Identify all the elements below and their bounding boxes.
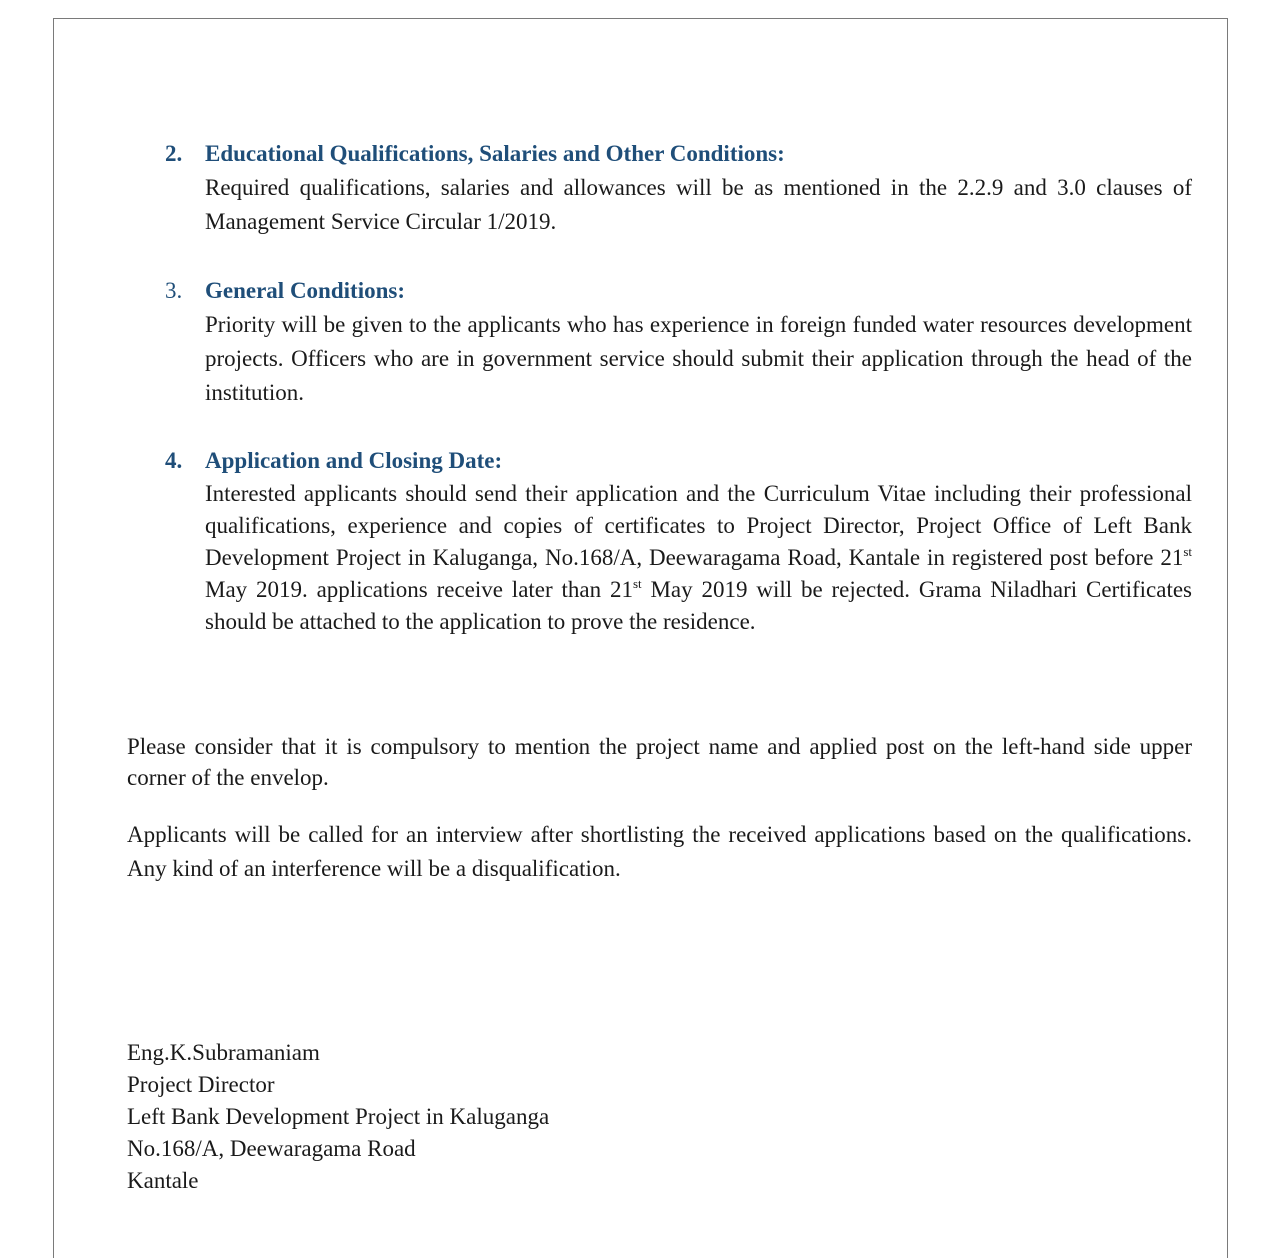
section-body: Required qualifications, salaries and allowances will be as mentioned in the 2.2.9 and 3.0 clauses of Management Service Circular 1/2019. <box>205 175 1192 234</box>
ordinal-suffix: st <box>1183 544 1192 559</box>
section-heading: Application and Closing Date: <box>205 448 503 473</box>
signatory-title: Project Director <box>127 1072 275 1097</box>
section-heading: General Conditions: <box>205 278 405 303</box>
signature-block <box>127 1037 549 1197</box>
signatory-city: Kantale <box>127 1168 199 1193</box>
section-heading: Educational Qualifications, Salaries and Other Conditions: <box>205 141 785 166</box>
body-text: May 2019 will be rejected. Grama Niladhari Certificates should be attached to the application to prove the residence. <box>205 577 1193 634</box>
interview-note-paragraph: Applicants will be called for an interview after shortlisting the received applications based on the qualifications. Any kind of an interference will be a disqualification. <box>127 822 1192 881</box>
body-text: May 2019. applications receive later than 21 <box>205 577 633 602</box>
section-qualifications <box>165 137 1192 239</box>
signatory-address: No.168/A, Deewaragama Road <box>127 1136 416 1161</box>
signatory-organization: Left Bank Development Project in Kaluganga <box>127 1104 550 1129</box>
signatory-name: Eng.K.Subramaniam <box>127 1040 320 1065</box>
section-general-conditions <box>165 274 1192 410</box>
section-number: 3. <box>165 278 183 303</box>
section-application-closing-date <box>165 444 1192 638</box>
section-body: Priority will be given to the applicants who has experience in foreign funded water resources development projects. Officers who are in government service should submit their application through the head of the institution. <box>205 312 1192 405</box>
section-number: 2. <box>165 141 183 166</box>
ordinal-suffix: st <box>632 576 642 591</box>
body-text: Interested applicants should send their application and the Curriculum Vitae including their professional qualifications, experience and copies of certificates to Project Director, Project Office of Left Bank Development Project in Kaluganga, No.168/A, Deewaragama Road, Kantale in registered post before 21 <box>205 481 1192 570</box>
envelope-note-paragraph: Please consider that it is compulsory to mention the project name and applied post on the left-hand side upper corner of the envelop. <box>127 734 1192 790</box>
section-body <box>205 478 1192 638</box>
section-number: 4. <box>165 448 183 473</box>
